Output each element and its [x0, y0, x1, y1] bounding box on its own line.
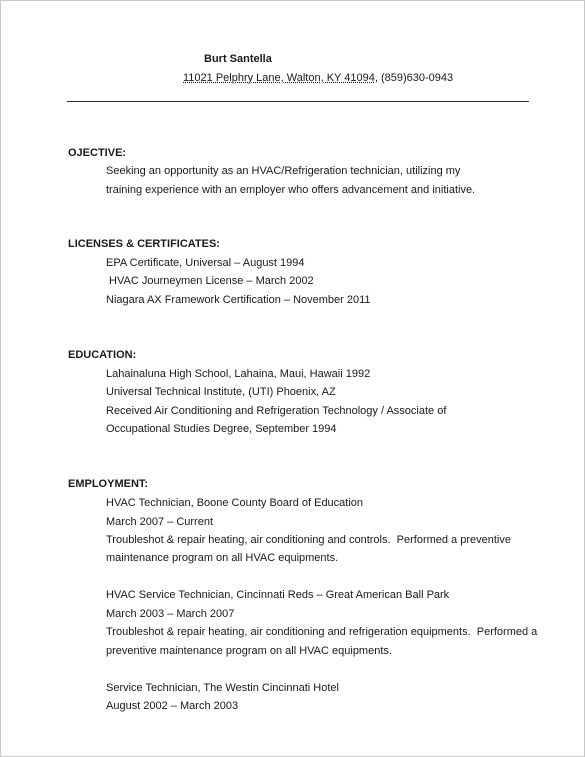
education-heading: EDUCATION:: [68, 349, 137, 361]
job-description: Troubleshot & repair heating, air conditioning and refrigeration equipments. Performed a: [106, 626, 538, 638]
candidate-name: Burt Santella: [204, 53, 272, 65]
objective-heading: OJECTIVE:: [68, 147, 127, 159]
phone-number: (859)630-0943: [377, 72, 454, 84]
objective-line: Seeking an opportunity as an HVAC/Refrigeration technician, utilizing my: [106, 165, 461, 177]
job-description: Troubleshot & repair heating, air conditioning and controls. Performed a preventive: [106, 534, 511, 546]
job-description: maintenance program on all HVAC equipments.: [106, 552, 339, 564]
education-line: Universal Technical Institute, (UTI) Phoenix, AZ: [106, 386, 336, 398]
job-title: Service Technician, The Westin Cincinnati Hotel: [106, 682, 339, 694]
employment-heading: EMPLOYMENT:: [68, 478, 149, 490]
job-dates: March 2003 – March 2007: [106, 608, 235, 620]
education-line: Occupational Studies Degree, September 1994: [106, 423, 337, 435]
license-item: EPA Certificate, Universal – August 1994: [106, 257, 305, 269]
education-line: Lahainaluna High School, Lahaina, Maui, Hawaii 1992: [106, 368, 371, 380]
job-description: preventive maintenance program on all HVAC equipments.: [106, 645, 392, 657]
job-title: HVAC Service Technician, Cincinnati Reds – Great American Ball Park: [106, 589, 450, 601]
license-item: Niagara AX Framework Certification – November 2011: [106, 294, 371, 306]
header-divider: [67, 101, 529, 102]
job-dates: March 2007 – Current: [106, 516, 213, 528]
license-item: HVAC Journeymen License – March 2002: [106, 275, 314, 287]
objective-line: training experience with an employer who offers advancement and initiative.: [106, 184, 476, 196]
address: 11021 Pelphry Lane, Walton, KY 41094,: [183, 72, 378, 84]
job-dates: August 2002 – March 2003: [106, 700, 239, 712]
education-line: Received Air Conditioning and Refrigeration Technology / Associate of: [106, 405, 447, 417]
licenses-heading: LICENSES & CERTIFICATES:: [68, 238, 220, 250]
contact-info: [183, 72, 453, 84]
job-title: HVAC Technician, Boone County Board of Education: [106, 497, 364, 509]
